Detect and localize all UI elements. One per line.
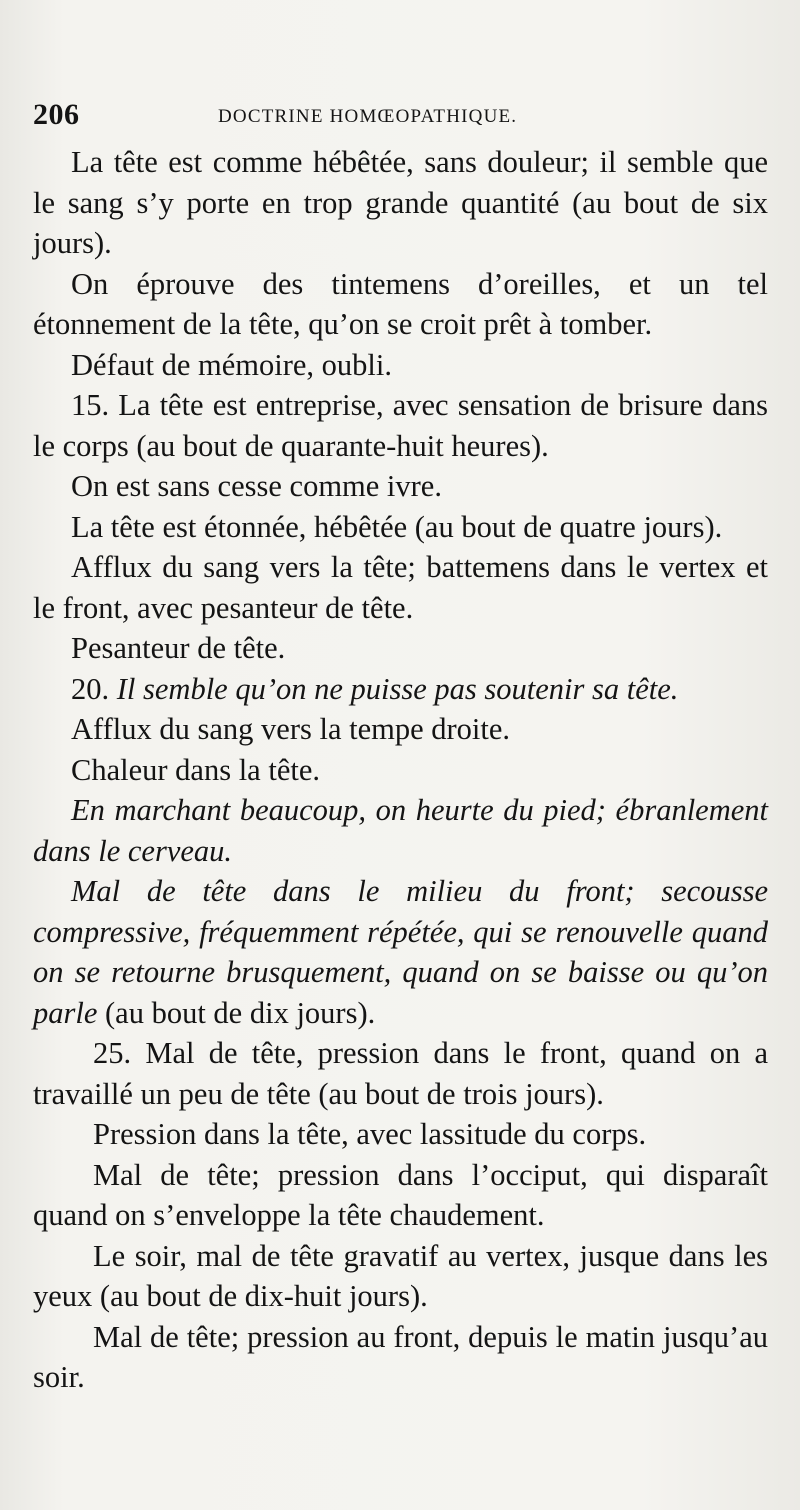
paragraph-text: La tête est étonnée, hébêtée (au bout de quatre jours).	[71, 509, 723, 544]
paragraph-text: Défaut de mémoire, oubli.	[71, 347, 392, 382]
paragraph-2	[33, 264, 768, 345]
paragraph-4	[33, 385, 768, 466]
page-number: 206	[33, 98, 80, 131]
paragraph-text: On est sans cesse comme ivre.	[71, 469, 442, 503]
paragraph-12	[33, 790, 768, 871]
paragraph-10	[33, 709, 768, 750]
body-text	[33, 142, 768, 1398]
paragraph-7	[33, 547, 768, 628]
paragraph-text: Mal de tête; pression au front, depuis le matin jusqu’au soir.	[33, 1319, 768, 1394]
paragraph-text: La tête est entreprise, avec sensation de brisure dans le corps (au bout de quarante-huit heures).	[33, 388, 769, 463]
paragraph-8	[33, 628, 768, 669]
paragraph-16	[33, 1155, 768, 1236]
paragraph-text: Pression dans la tête, avec lassitude du corps.	[93, 1117, 647, 1151]
paragraph-5	[33, 466, 768, 507]
paragraph-number: 20.	[71, 671, 110, 706]
paragraph-1	[33, 142, 768, 264]
paragraph-number: 25.	[93, 1036, 132, 1070]
paragraph-text: Afflux du sang vers la tête; battemens dans le vertex et le front, avec pesanteur de tête.	[33, 550, 768, 625]
paragraph-italic-text: Il semble qu’on ne puisse pas soutenir sa tête.	[116, 671, 679, 706]
paragraph-14	[33, 1033, 768, 1114]
paragraph-11	[33, 750, 768, 791]
paragraph-italic-text: En marchant beaucoup, on heurte du pied; ébranlement dans le cerveau.	[33, 793, 768, 868]
paragraph-text: Afflux du sang vers la tempe droite.	[71, 712, 511, 746]
paragraph-number: 15.	[71, 388, 110, 422]
paragraph-text: On éprouve des tintemens d’oreilles, et un tel étonnement de la tête, qu’on se croit prêt à tomber.	[33, 266, 768, 341]
running-head: DOCTRINE HOMŒOPATHIQUE.	[218, 106, 518, 127]
paragraph-text: Le soir, mal de tête gravatif au vertex, jusque dans les yeux (au bout de dix-huit jours).	[33, 1238, 768, 1313]
paragraph-18	[33, 1317, 768, 1398]
paragraph-text: Mal de tête, pression dans le front, quand on a travaillé un peu de tête (au bout de trois jours).	[33, 1036, 768, 1111]
paragraph-text: Pesanteur de tête.	[71, 631, 286, 665]
page-header	[33, 98, 753, 138]
paragraph-3	[33, 345, 768, 386]
paragraph-15	[33, 1114, 768, 1155]
paragraph-text: La tête est comme hébêtée, sans douleur; il semble que le sang s’y porte en trop grande quantité (au bout de six jours).	[33, 145, 768, 260]
paragraph-13	[33, 871, 768, 1033]
paragraph-text: Mal de tête; pression dans l’occiput, qui disparaît quand on s’enveloppe la tête chaudement.	[33, 1157, 768, 1232]
paragraph-text: Chaleur dans la tête.	[71, 752, 320, 787]
paragraph-9	[33, 669, 768, 710]
paragraph-italic-text: Mal de tête dans le milieu du front; secousse compressive, fréquemment répétée, qui se renouvelle quand on se retourne brusquement, quand on se baisse ou qu’on parle	[33, 874, 768, 1030]
paragraph-text: (au bout de dix jours).	[105, 995, 376, 1030]
paragraph-17	[33, 1236, 768, 1317]
paragraph-6	[33, 507, 768, 548]
